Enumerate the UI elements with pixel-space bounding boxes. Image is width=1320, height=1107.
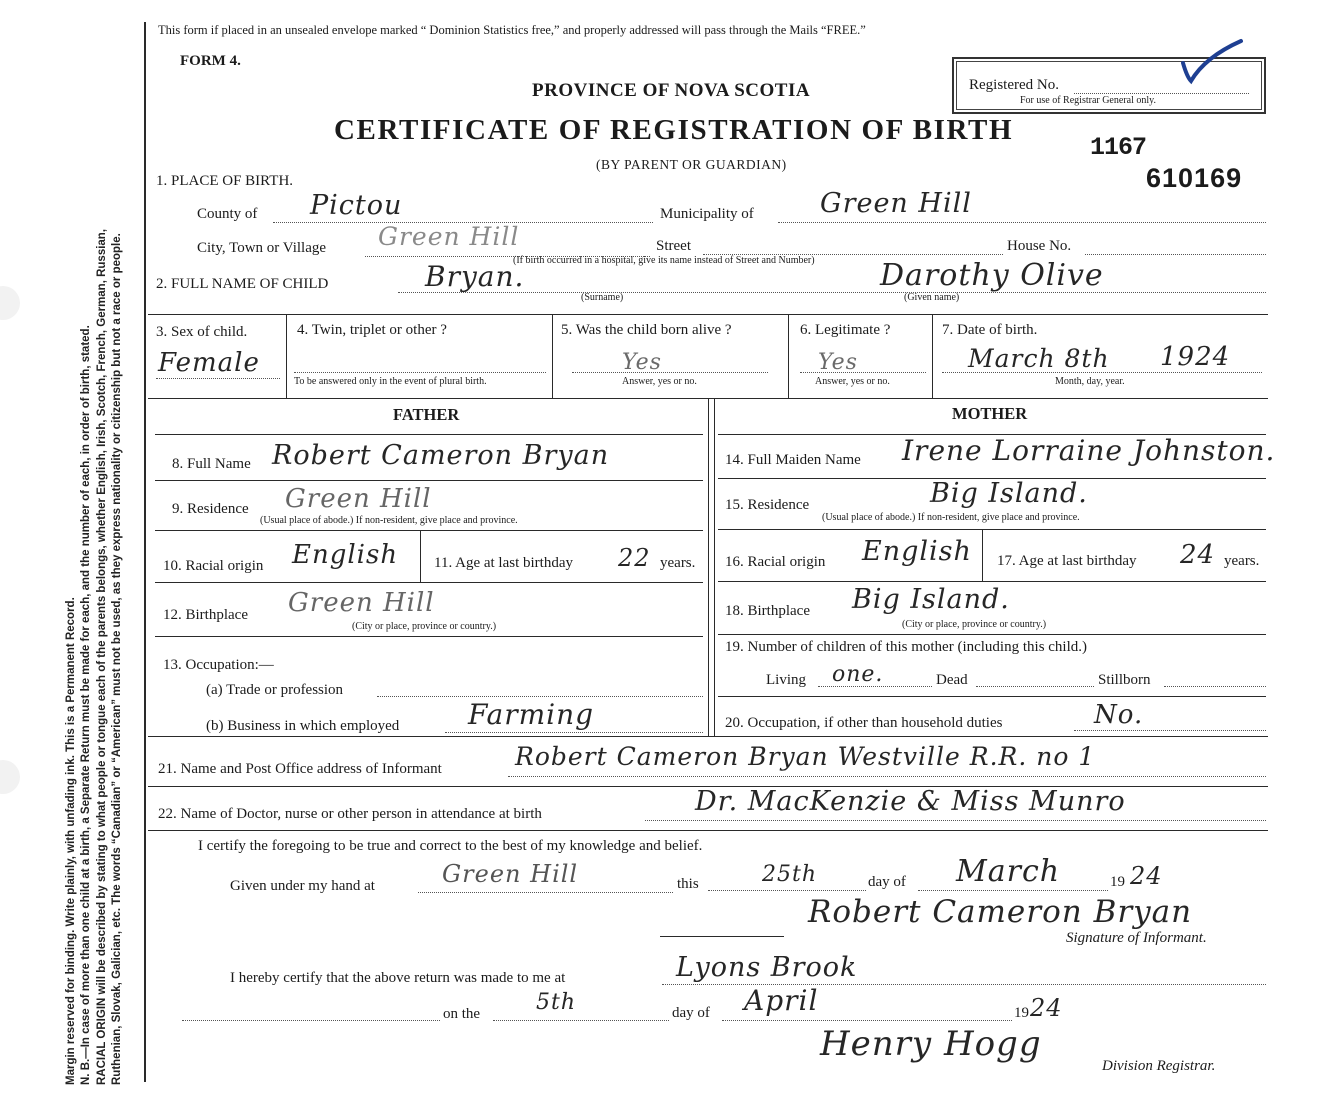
mother-birthplace-label: 18. Birthplace xyxy=(725,603,810,619)
business-value: Farming xyxy=(468,698,595,731)
children-count-label: 19. Number of children of this mother (including this child.) xyxy=(725,639,1088,655)
attendant-value: Dr. MacKenzie & Miss Munro xyxy=(695,786,1126,817)
municipality-value: Green Hill xyxy=(820,188,972,219)
hospital-note: (If birth occurred in a hospital, give its name instead of Street and Number) xyxy=(513,255,815,266)
father-race-label: 10. Racial origin xyxy=(163,558,264,574)
mother-residence-label: 15. Residence xyxy=(725,497,810,513)
living-label: Living xyxy=(766,672,806,688)
dob-value: March 8th xyxy=(968,344,1110,373)
punch-hole xyxy=(0,760,20,794)
born-alive-label: 5. Was the child born alive ? xyxy=(561,322,732,338)
stamp-number-1: 1167 xyxy=(1090,133,1147,162)
father-heading: FATHER xyxy=(393,405,460,424)
registrar-day-value: 5th xyxy=(536,990,577,1015)
dob-label: 7. Date of birth. xyxy=(942,322,1038,338)
registrar-onthe-label: on the xyxy=(443,1006,481,1022)
living-value: one. xyxy=(832,662,884,687)
father-race-value: English xyxy=(292,540,399,570)
sex-value: Female xyxy=(158,348,260,378)
legitimate-label: 6. Legitimate ? xyxy=(800,322,891,338)
province-heading: PROVINCE OF NOVA SCOTIA xyxy=(532,80,811,101)
business-label: (b) Business in which employed xyxy=(206,718,400,734)
checkmark-icon xyxy=(1175,35,1245,85)
margin-line-4: Ruthenian, Slovak, Galician, etc. The words “Canadian” or “American” must not be used, as they express nationality or citizenship but not a race or people. xyxy=(110,233,123,1085)
street-label: Street xyxy=(656,238,691,254)
margin-line-2: N. B.—In case of more than one child at a birth, a Separate Return must be made for each, and the number of each, in order of birth, stated. xyxy=(80,325,93,1085)
informant-label: 21. Name and Post Office address of Informant xyxy=(158,761,442,777)
registrar-title: Division Registrar. xyxy=(1102,1058,1216,1074)
stillborn-label: Stillborn xyxy=(1098,672,1151,688)
father-residence-note: (Usual place of abode.) If non-resident, give place and province. xyxy=(260,515,518,526)
registrar-year-value: 24 xyxy=(1030,994,1063,1022)
father-age-unit: years. xyxy=(660,555,696,571)
informant-value: Robert Cameron Bryan Westville R.R. no 1 xyxy=(515,742,1096,771)
mother-residence-value: Big Island. xyxy=(930,478,1088,509)
twin-note: To be answered only in the event of plural birth. xyxy=(294,376,487,387)
mother-race-value: English xyxy=(862,536,972,567)
form-left-border xyxy=(144,22,146,1082)
twin-label: 4. Twin, triplet or other ? xyxy=(297,322,447,338)
mother-age-label: 17. Age at last birthday xyxy=(997,553,1137,569)
mother-race-label: 16. Racial origin xyxy=(725,554,826,570)
registrar-statement: I hereby certify that the above return was made to me at xyxy=(230,970,566,986)
this-label: this xyxy=(677,876,699,892)
stamp-number-2: 610169 xyxy=(1146,163,1243,193)
mother-occupation-label: 20. Occupation, if other than household duties xyxy=(725,715,1003,731)
informant-signature-label: Signature of Informant. xyxy=(1066,930,1207,946)
top-notice: This form if placed in an unsealed envelope marked “ Dominion Statistics free,” and properly addressed will pass through the Mails “FREE.” xyxy=(158,23,866,37)
punch-hole xyxy=(0,286,20,320)
registrar-signature: Henry Hogg xyxy=(820,1024,1042,1064)
mother-name-value: Irene Lorraine Johnston. xyxy=(902,434,1276,467)
registrar-year-prefix: 19 xyxy=(1014,1005,1029,1021)
certify-year-prefix: 19 xyxy=(1110,874,1125,890)
house-no-label: House No. xyxy=(1007,238,1072,254)
certify-statement: I certify the foregoing to be true and correct to the best of my knowledge and belief. xyxy=(198,838,703,854)
county-value: Pictou xyxy=(310,190,403,221)
surname-note: (Surname) xyxy=(581,292,624,303)
mother-heading: MOTHER xyxy=(952,404,1028,423)
mother-name-label: 14. Full Maiden Name xyxy=(725,452,861,468)
father-birthplace-note: (City or place, province or country.) xyxy=(352,621,497,632)
father-age-label: 11. Age at last birthday xyxy=(434,555,573,571)
father-birthplace-label: 12. Birthplace xyxy=(163,607,248,623)
registrar-place-value: Lyons Brook xyxy=(676,952,858,983)
mother-occupation-value: No. xyxy=(1094,700,1144,730)
father-age-value: 22 xyxy=(618,544,651,572)
born-alive-note: Answer, yes or no. xyxy=(622,376,697,387)
father-residence-label: 9. Residence xyxy=(172,501,249,517)
mother-residence-note: (Usual place of abode.) If non-resident, give place and province. xyxy=(822,512,1080,523)
child-surname-value: Bryan. xyxy=(425,260,525,293)
certify-month-value: March xyxy=(956,854,1061,889)
margin-text xyxy=(64,15,125,1085)
given-name-note: (Given name) xyxy=(904,292,960,303)
sex-label: 3. Sex of child. xyxy=(156,324,248,340)
page-title: CERTIFICATE OF REGISTRATION OF BIRTH xyxy=(334,114,1014,146)
child-given-name-value: Darothy Olive xyxy=(880,258,1104,293)
dob-year: 1924 xyxy=(1160,342,1231,372)
occupation-label: 13. Occupation:— xyxy=(163,657,274,673)
born-alive-value: Yes xyxy=(622,350,662,375)
city-label: City, Town or Village xyxy=(197,240,327,256)
certify-day-value: 25th xyxy=(762,862,818,887)
registered-note: For use of Registrar General only. xyxy=(1020,95,1156,106)
registrar-month-value: April xyxy=(744,984,819,1017)
mother-age-value: 24 xyxy=(1180,540,1216,570)
dead-label: Dead xyxy=(936,672,968,688)
father-birthplace-value: Green Hill xyxy=(288,588,435,618)
registered-label: Registered No. xyxy=(969,77,1059,93)
city-value: Green Hill xyxy=(378,222,520,251)
given-under-label: Given under my hand at xyxy=(230,878,375,894)
legitimate-value: Yes xyxy=(818,350,858,375)
registrar-dayof-label: day of xyxy=(672,1005,710,1021)
certify-year-value: 24 xyxy=(1130,862,1163,890)
page-subtitle: (BY PARENT OR GUARDIAN) xyxy=(596,157,787,172)
certify-dayof-label: day of xyxy=(868,874,906,890)
margin-line-1: Margin reserved for binding. Write plainly, with unfading ink. This is a Permanent Record. xyxy=(65,597,77,1085)
county-label: County of xyxy=(197,206,258,222)
place-of-birth-heading: 1. PLACE OF BIRTH. xyxy=(156,173,294,189)
municipality-label: Municipality of xyxy=(660,206,754,222)
informant-signature: Robert Cameron Bryan xyxy=(808,894,1193,930)
mother-birthplace-note: (City or place, province or country.) xyxy=(902,619,1047,630)
margin-line-3: RACIAL ORIGIN will be described by stating to what people or tongue each of the parents belongs, whether English, Irish, Scotch, French, German, Russian, xyxy=(95,228,108,1085)
father-name-value: Robert Cameron Bryan xyxy=(272,440,610,471)
father-residence-value: Green Hill xyxy=(285,484,432,514)
mother-age-unit: years. xyxy=(1224,553,1260,569)
child-name-label: 2. FULL NAME OF CHILD xyxy=(156,276,329,292)
dob-note: Month, day, year. xyxy=(1055,376,1125,387)
legitimate-note: Answer, yes or no. xyxy=(815,376,890,387)
father-name-label: 8. Full Name xyxy=(172,456,251,472)
mother-birthplace-value: Big Island. xyxy=(852,584,1010,615)
trade-label: (a) Trade or profession xyxy=(206,682,344,698)
form-number: FORM 4. xyxy=(180,53,241,69)
attendant-label: 22. Name of Doctor, nurse or other person in attendance at birth xyxy=(158,806,542,822)
given-place-value: Green Hill xyxy=(442,860,579,888)
